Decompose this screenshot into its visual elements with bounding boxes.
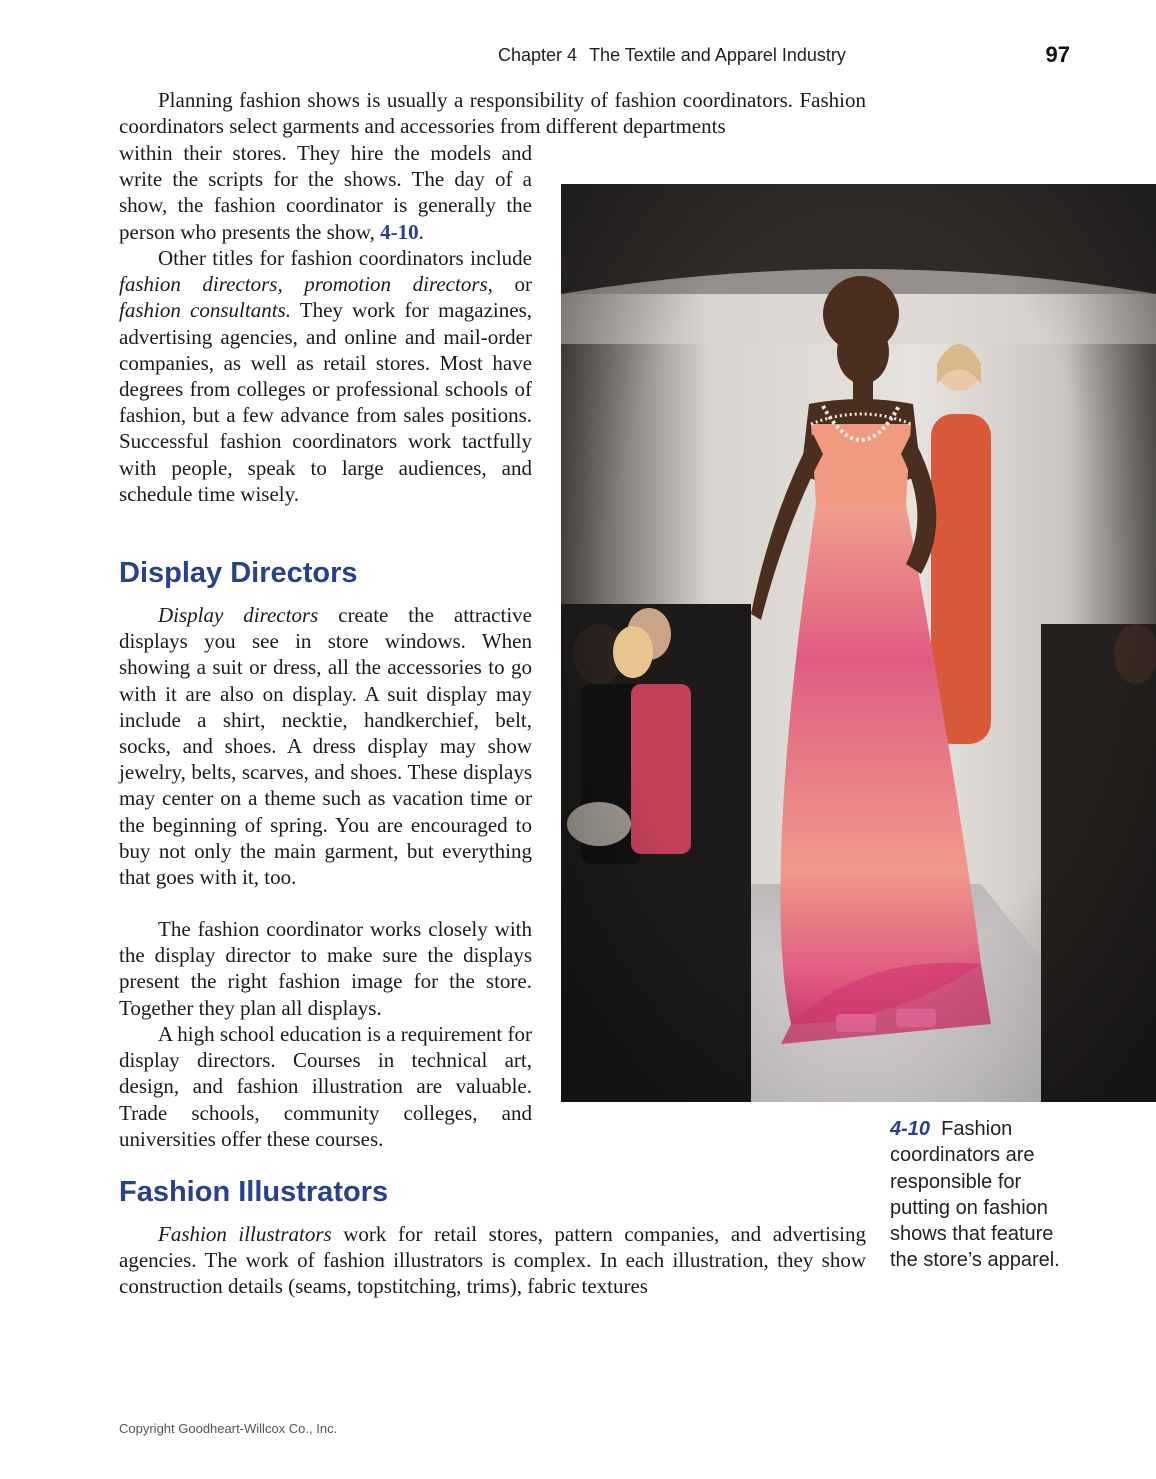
display-directors-text-2: The fashion coordinator works closely with the display director to make sure the displays present the right fashion image for the store. Together they plan all displays. bbox=[119, 917, 532, 1020]
display-directors-paragraph-1 bbox=[119, 602, 532, 890]
fashion-illustrators-text: work for retail stores, pattern companies, and advertising agencies. The work of fashion illustrators is complex. In each illustration, they show construction details (seams, topstitching, trims), fabric textures bbox=[119, 1222, 866, 1299]
display-directors-text-3: A high school education is a requirement for display directors. Courses in technical art, design, and fashion illustration are valuable. Trade schools, community colleges, and universities offer these courses. bbox=[119, 1022, 532, 1151]
chapter-label: Chapter 4 bbox=[498, 45, 578, 65]
figure-caption-text: Fashion coordinators are responsible for putting on fashion shows that feature the store’s apparel. bbox=[890, 1118, 1060, 1272]
display-directors-paragraph-2 bbox=[119, 916, 532, 1021]
figure-number: 4-10 bbox=[890, 1118, 931, 1140]
page-number: 97 bbox=[1045, 42, 1070, 67]
term-display-directors: Display directors bbox=[158, 603, 319, 627]
display-directors-text-1: create the attractive displays you see in store windows. When showing a suit or dress, all the accessories to go with it are also on display. A suit display may include a shirt, necktie, handkerchief, belt, socks, and shoes. A dress display may show jewelry, belts, scarves, and shoes. These displays may center on a theme such as vacation time or the beginning of spring. You are encouraged to buy not only the main garment, but everything that goes with it, too. bbox=[119, 603, 532, 890]
other-titles-italic-1: fashion directors, promotion directors, bbox=[119, 272, 493, 297]
intro-text-wide: Planning fashion shows is usually a responsibility of fashion coordinators. Fashion coordinators select garments and accessories from different departments bbox=[119, 88, 866, 139]
other-titles-text: or bbox=[492, 272, 532, 297]
heading-fashion-illustrators: Fashion Illustrators bbox=[119, 1176, 389, 1208]
heading-display-directors: Display Directors bbox=[119, 557, 358, 589]
other-titles-italic-2: fashion consultants. bbox=[119, 298, 291, 323]
runway-illustration bbox=[561, 184, 1156, 1102]
running-head bbox=[498, 45, 846, 66]
figure-reference[interactable]: 4-10 bbox=[380, 219, 419, 244]
fashion-illustrators-paragraph bbox=[119, 1221, 866, 1300]
intro-paragraph-narrow bbox=[119, 140, 532, 245]
intro-end: . bbox=[418, 219, 424, 244]
other-titles-text: They work for magazines, advertising agencies, and online and mail-order companies, as well as retail stores. Most have degrees from colleges or professional schools of fashion, but a few advance from sales positions. Successful fashion coordinators work tactfully with people, speak to large audiences, and schedule time wisely. bbox=[119, 298, 532, 506]
chapter-title: The Textile and Apparel Industry bbox=[589, 45, 846, 65]
copyright-footer: Copyright Goodheart-Willcox Co., Inc. bbox=[119, 1421, 338, 1436]
display-directors-paragraph-3 bbox=[119, 1021, 532, 1152]
intro-paragraph-wide bbox=[119, 87, 866, 139]
intro-text-narrow: within their stores. They hire the models and write the scripts for the shows. The day of a show, the fashion coordinator is generally the person who presents the show, bbox=[119, 141, 532, 244]
runway-photo bbox=[561, 184, 1156, 1102]
term-fashion-illustrators: Fashion illustrators bbox=[158, 1222, 332, 1246]
other-titles-paragraph bbox=[119, 245, 532, 507]
other-titles-text: Other titles for fashion coordinators include bbox=[158, 246, 532, 270]
figure-caption bbox=[890, 1116, 1070, 1274]
